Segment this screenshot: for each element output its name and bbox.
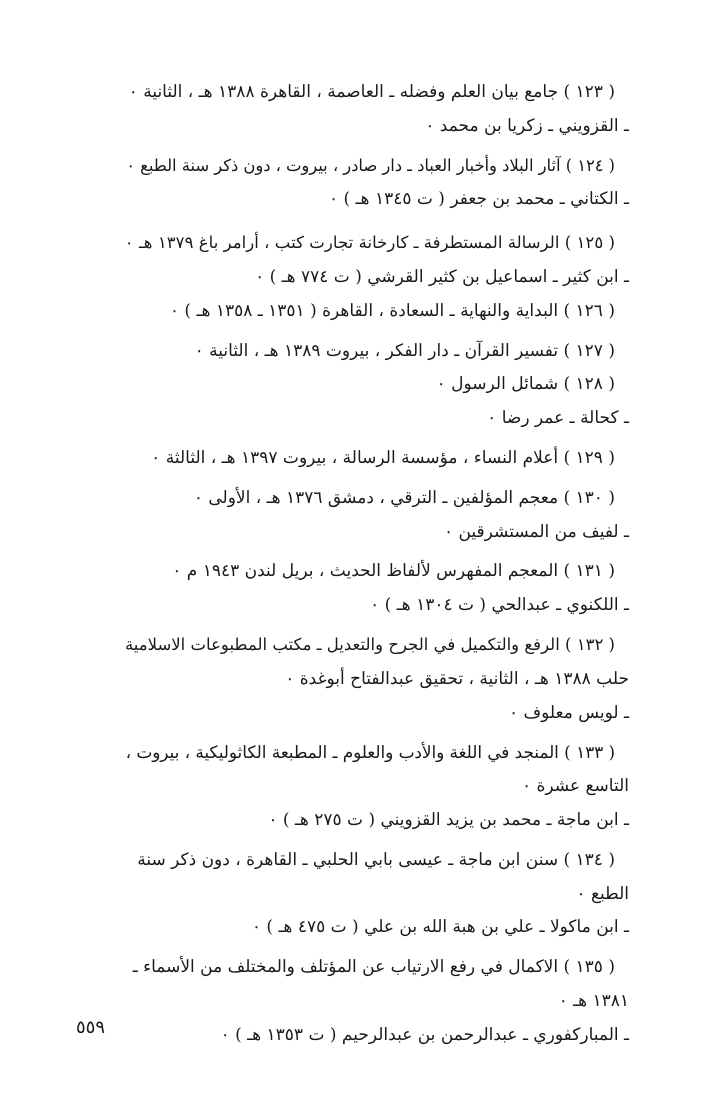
bibliography-entry: ( ١٣١ ) المعجم المفهرس لألفاظ الحديث ، بريل لندن ١٩٤٣ م ٠ xyxy=(172,561,615,582)
author-heading: ـ الكتاني ـ محمد بن جعفر ( ت ١٣٤٥ هـ ) ٠ xyxy=(329,189,629,210)
bibliography-entry: ( ١٢٤ ) آثار البلاد وأخبار العباد ـ دار صادر ، بيروت ، دون ذكر سنة الطبع ٠ xyxy=(126,155,615,175)
bibliography-entry: ( ١٣٤ ) سنن ابن ماجة ـ عيسى بابي الحلبي ـ القاهرة ، دون ذكر سنة xyxy=(137,849,615,870)
author-heading: ـ ابن كثير ـ اسماعيل بن كثير القرشي ( ت ٧٧٤ هـ ) ٠ xyxy=(255,266,629,287)
author-heading: ـ ابن ماكولا ـ علي بن هبة الله بن علي ( ت ٤٧٥ هـ ) ٠ xyxy=(251,917,629,938)
entry-continuation: حلب ١٣٨٨ هـ ، الثانية ، تحقيق عبدالفتاح أبوغدة ٠ xyxy=(285,668,629,689)
bibliography-entry: ( ١٣٥ ) الاكمال في رفع الارتياب عن المؤتلف والمختلف من الأسماء ـ xyxy=(132,957,615,978)
bibliography-list xyxy=(125,82,629,1045)
bibliography-entry: ( ١٢٦ ) البداية والنهاية ـ السعادة ، القاهرة ( ١٣٥١ ـ ١٣٥٨ هـ ) ٠ xyxy=(169,300,615,321)
bibliography-entry: ( ١٢٣ ) جامع بيان العلم وفضله ـ العاصمة ، القاهرة ١٣٨٨ هـ ، الثانية ٠ xyxy=(128,82,615,102)
bibliography-entry: ( ١٣٣ ) المنجد في اللغة والأدب والعلوم ـ المطبعة الكاثوليكية ، بيروت ، xyxy=(125,742,615,763)
author-heading: ـ المباركفوري ـ عبدالرحمن بن عبدالرحيم ( ت ١٣٥٣ هـ ) ٠ xyxy=(220,1024,629,1045)
bibliography-entry: ( ١٢٥ ) الرسالة المستطرفة ـ كارخانة تجارت كتب ، أرامر باغ ١٣٧٩ هـ ٠ xyxy=(124,233,615,253)
bibliography-entry: ( ١٢٨ ) شمائل الرسول ٠ xyxy=(436,374,615,395)
bibliography-entry: ( ١٣٠ ) معجم المؤلفين ـ الترقي ، دمشق ١٣٧٦ هـ ، الأولى ٠ xyxy=(193,487,615,508)
page-number: ٥٥٩ xyxy=(76,1017,106,1038)
author-heading: ـ لفيف من المستشرقين ٠ xyxy=(443,521,629,542)
bibliography-entry: ( ١٣٢ ) الرفع والتكميل في الجرح والتعديل ـ مكتب المطبوعات الاسلامية xyxy=(124,634,615,654)
author-heading: ـ كحالة ـ عمر رضا ٠ xyxy=(487,408,629,429)
author-heading: ـ ابن ماجة ـ محمد بن يزيد القزويني ( ت ٢٧٥ هـ ) ٠ xyxy=(268,809,629,830)
author-heading: ـ لويس معلوف ٠ xyxy=(508,702,629,723)
entry-continuation: الطبع ٠ xyxy=(576,883,629,904)
author-heading: ـ القزويني ـ زكريا بن محمد ٠ xyxy=(425,115,629,136)
bibliography-entry: ( ١٢٩ ) أعلام النساء ، مؤسسة الرسالة ، بيروت ١٣٩٧ هـ ، الثالثة ٠ xyxy=(151,447,615,468)
entry-continuation: ١٣٨١ هـ ٠ xyxy=(558,990,629,1011)
bibliography-entry: ( ١٢٧ ) تفسير القرآن ـ دار الفكر ، بيروت ١٣٨٩ هـ ، الثانية ٠ xyxy=(194,340,615,361)
author-heading: ـ اللكنوي ـ عبدالحي ( ت ١٣٠٤ هـ ) ٠ xyxy=(370,595,629,616)
entry-continuation: التاسع عشرة ٠ xyxy=(521,776,629,797)
